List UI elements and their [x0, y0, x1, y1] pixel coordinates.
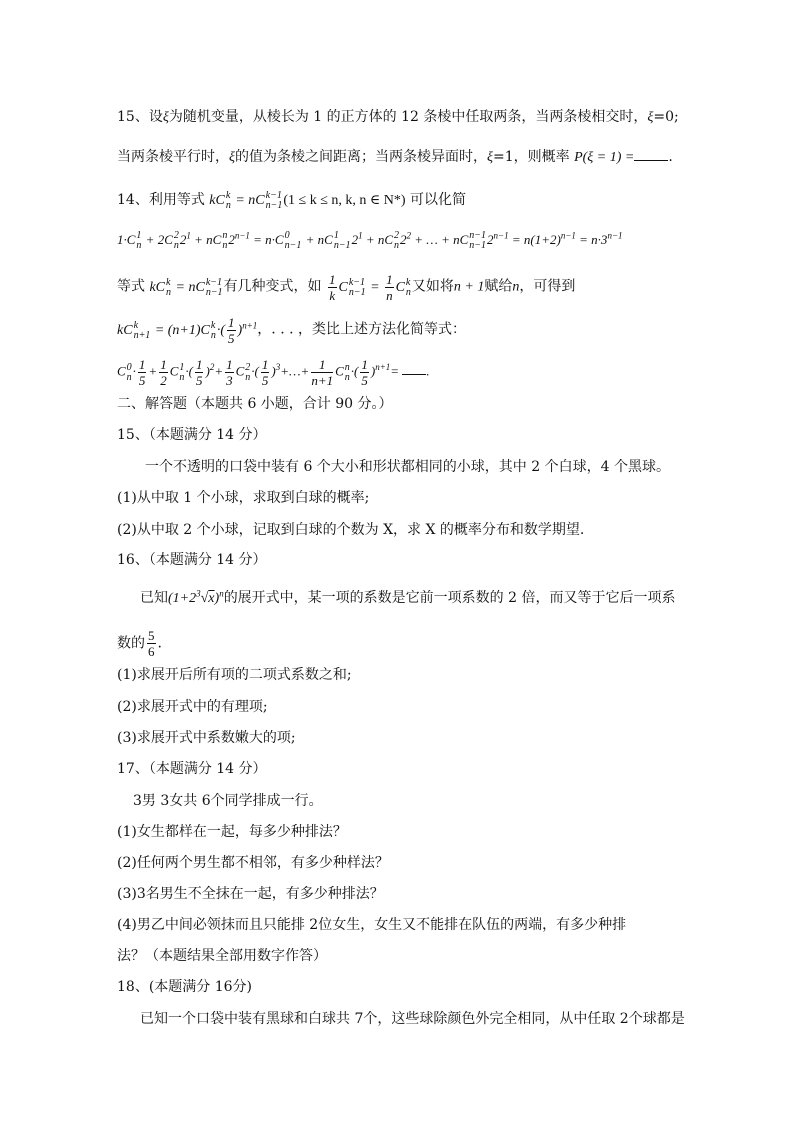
q13-line2-a: 当两条棱平行时， [117, 149, 229, 165]
q13-end: . [668, 149, 673, 165]
q17-body: 3男 3女共 6个同学排成一行。 [133, 793, 323, 809]
xi-symbol: ξ [229, 150, 235, 165]
q17-part4: (4)男乙中间必领抹而且只能排 2位女生，女生又不能排在队伍的两端，有多少种排 [117, 917, 627, 933]
q14-target-formula: C 0 n · $\frac{1}{5}$ + $\frac{1}{2}$ C 1 n ·( $\frac{1}{5}$ )$^2$+ $\frac{1}{3}$ C 2 n ·( $\frac{1}{5}$ )$^3$+…+ $\frac{1}{n+1}$ C n n ·( $\frac{1}{5}$ )$^{n+1}$= . [117, 357, 430, 388]
identity-formula: kC k n = nC k−1 n−1 [209, 189, 283, 211]
q14-sum-formula: 1·C 1 n + 2C 2 n $2^1$ + nC n n $2^{n-1} = n\cdot C$ 0 n−1 + nC 1 n−1 $2^1$ + nC 2 n $2^2$ + … + nC n−1 n−1 $2^{n-1} = n(1+2)^{n-1} = n\cdot 3^{n-1}$ [117, 230, 623, 252]
q14-line3-a: 等式 [117, 278, 145, 295]
frac-num: 5 [148, 628, 155, 643]
binomial-expr: $(1+2^3√x)^n$ [168, 588, 224, 606]
q16-body-line2: 数的 $\frac{5}{6}$ . [117, 628, 162, 659]
q14-line1 [117, 190, 466, 211]
variant-formula: $\frac{1}{k}$ C k−1 n−1 = $\frac{1}{n}$ C k n [329, 272, 411, 303]
answer-blank-2 [402, 360, 426, 375]
q18-body: 已知一个口袋中装有黑球和白球共 7个，这些球除颜色外完全相同，从中任取 2个球都是 [140, 1011, 685, 1027]
q14-line3-d: 赋给 [484, 278, 513, 295]
n-var: n [512, 279, 520, 295]
q13-line2-b: 的值为条棱之间距离；当两条棱异面时， [235, 149, 487, 165]
prob-expression: P(ξ = 1) = [574, 150, 635, 165]
q13-number: 15、设 [117, 109, 163, 125]
q14-line4-text: ，. . . ，类比上述方法化简等式： [257, 321, 466, 338]
q14-line4 [117, 315, 466, 346]
xi-symbol: ξ [162, 110, 169, 125]
q15-part1: (1)从中取 1 个小球，求取到白球的概率; [117, 490, 370, 506]
q13-text-b: =0; [653, 109, 679, 125]
n-plus-1: n + 1 [453, 279, 485, 295]
q13-text-a: 为随机变量，从棱长为 1 的正方体的 12 条棱中任取两条，当两条棱相交时， [168, 109, 648, 125]
q15-title: 15、（本题满分 14 分） [117, 427, 267, 443]
q16-body-c: 数的 [117, 635, 145, 652]
q14-line3-b: 有几种变式，如 [223, 278, 322, 295]
identity-formula-2: kC k n = nC k−1 n−1 [149, 276, 223, 298]
q16-body-line1 [140, 588, 676, 609]
derived-formula: kC k n+1 = (n+1)C k n ·( $\frac{1}{5}$ )$^{n+1}$ [117, 315, 258, 346]
q17-part4-cont: 法？（本题结果全部用数字作答） [117, 948, 327, 964]
q14-line3-e: ，可得到 [519, 278, 576, 295]
q14-end: . [426, 363, 430, 379]
q17-title: 17、（本题满分 14 分） [117, 761, 267, 777]
q17-part1: (1)女生都样在一起，每多少种排法？ [117, 824, 347, 840]
xi-symbol: ξ [487, 150, 493, 165]
q14-line3 [117, 272, 575, 303]
q13-line2 [117, 146, 673, 168]
q15-part2: (2)从中取 2 个小球，记取到白球的个数为 X，求 X 的概率分布和数学期望. [117, 522, 585, 538]
q17-part3: (3)3名男生不全抹在一起，有多少种排法？ [117, 886, 384, 902]
q18-title: 18、(本题满分 16分) [117, 979, 253, 995]
frac-den: 6 [148, 644, 155, 659]
q17-part2: (2)任何两个男生都不相邻，有多少种样法？ [117, 855, 389, 871]
q16-part2: (2)求展开式中的有理项; [117, 699, 268, 715]
q16-body-a: 已知 [140, 590, 168, 606]
q16-part3: (3)求展开式中系数嫩大的项; [117, 730, 296, 746]
q13-line2-c: =1，则概率 [493, 149, 570, 165]
xi-symbol: ξ [647, 110, 654, 125]
q16-title: 16、（本题满分 14 分） [117, 552, 267, 568]
answer-blank [634, 146, 668, 161]
identity-conditions: (1 ≤ k ≤ n, k, n ∈ N*) [283, 193, 406, 208]
q15-body: 一个不透明的口袋中装有 6 个大小和形状都相同的小球，其中 2 个白球，4 个黑球。 [145, 459, 670, 475]
q16-part1: (1)求展开后所有项的二项式系数之和; [117, 667, 352, 683]
q14-suffix: 可以化简 [410, 192, 467, 208]
q14-line3-c: 又如将 [411, 278, 454, 295]
q13-line1 [117, 107, 679, 128]
q16-body-b: 的展开式中，某一项的系数是它前一项系数的 2 倍，而又等于它后一项系 [223, 590, 676, 606]
q14-number: 14、利用等式 [117, 192, 205, 208]
five-sixths [147, 628, 156, 659]
section-heading: 二、解答题（本题共 6 小题，合计 90 分。） [117, 396, 393, 412]
